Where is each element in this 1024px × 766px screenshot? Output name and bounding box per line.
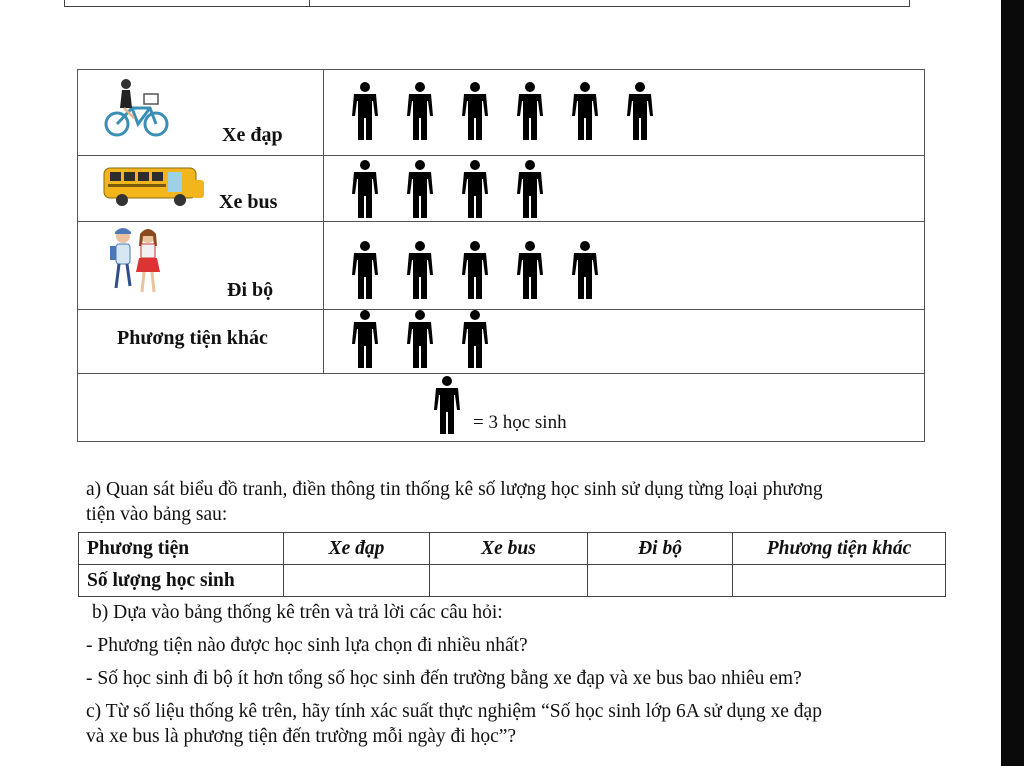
person-icon [348, 82, 382, 140]
person-icon [403, 160, 437, 218]
pictograph-row-bus [78, 156, 925, 222]
stat-cell-di-bo[interactable] [588, 565, 733, 597]
icons-xe-dap [348, 82, 657, 140]
legend-text: = 3 học sinh [473, 412, 567, 433]
bicycle-icon [104, 78, 170, 138]
walking-students-icon [108, 224, 164, 300]
stat-header-xe-dap: Xe đạp [284, 533, 430, 565]
stat-header-phuong-tien: Phương tiện [79, 533, 284, 565]
stat-header-phuong-tien-khac: Phương tiện khác [733, 533, 946, 565]
icons-di-bo [348, 241, 602, 299]
label-xe-bus: Xe bus [219, 191, 278, 213]
pictograph-legend-row [78, 374, 925, 442]
question-a-line2: tiện vào bảng sau: [86, 504, 228, 525]
person-icon [458, 310, 492, 368]
stat-header-di-bo: Đi bộ [588, 533, 733, 565]
pictograph-row-other [78, 310, 925, 374]
legend-person-icon [430, 376, 464, 434]
stat-row-label: Số lượng học sinh [79, 565, 284, 597]
person-icon [513, 241, 547, 299]
question-b-intro: b) Dựa vào bảng thống kê trên và trả lời các câu hỏi: [92, 602, 503, 623]
person-icon [348, 160, 382, 218]
person-icon [403, 82, 437, 140]
label-xe-dap: Xe đạp [222, 124, 283, 146]
previous-table-edge [64, 0, 910, 7]
label-di-bo: Đi bộ [227, 279, 274, 301]
stat-cell-phuong-tien-khac[interactable] [733, 565, 946, 597]
stat-header-xe-bus: Xe bus [430, 533, 588, 565]
icons-phuong-tien-khac [348, 310, 492, 368]
stat-value-row [79, 565, 946, 597]
right-edge-band [1001, 0, 1024, 766]
person-icon [623, 82, 657, 140]
school-bus-icon [102, 164, 206, 208]
question-b-q1: - Phương tiện nào được học sinh lựa chọn đi nhiều nhất? [86, 635, 528, 656]
statistics-table [78, 532, 946, 597]
label-phuong-tien-khac: Phương tiện khác [117, 327, 268, 349]
person-icon [513, 82, 547, 140]
person-icon [403, 310, 437, 368]
person-icon [458, 82, 492, 140]
pictograph-row-walk [78, 222, 925, 310]
person-icon [458, 160, 492, 218]
person-icon [458, 241, 492, 299]
stat-cell-xe-dap[interactable] [284, 565, 430, 597]
person-icon [568, 82, 602, 140]
question-a-line1: a) Quan sát biểu đồ tranh, điền thông tin thống kê số lượng học sinh sử dụng từng loại phương [86, 479, 823, 500]
person-icon [348, 310, 382, 368]
icons-xe-bus [348, 160, 547, 218]
pictograph-table [77, 69, 925, 442]
person-icon [513, 160, 547, 218]
question-c-line1: c) Từ số liệu thống kê trên, hãy tính xác suất thực nghiệm “Số học sinh lớp 6A sử dụng xe đạp [86, 701, 822, 722]
question-c-line2: và xe bus là phương tiện đến trường mỗi ngày đi học”? [86, 726, 517, 747]
pictograph-row-bicycle [78, 70, 925, 156]
stat-cell-xe-bus[interactable] [430, 565, 588, 597]
person-icon [403, 241, 437, 299]
person-icon [348, 241, 382, 299]
person-icon [568, 241, 602, 299]
question-b-q2: - Số học sinh đi bộ ít hơn tổng số học sinh đến trường bằng xe đạp và xe bus bao nhiêu em? [86, 668, 802, 689]
stat-header-row [79, 533, 946, 565]
